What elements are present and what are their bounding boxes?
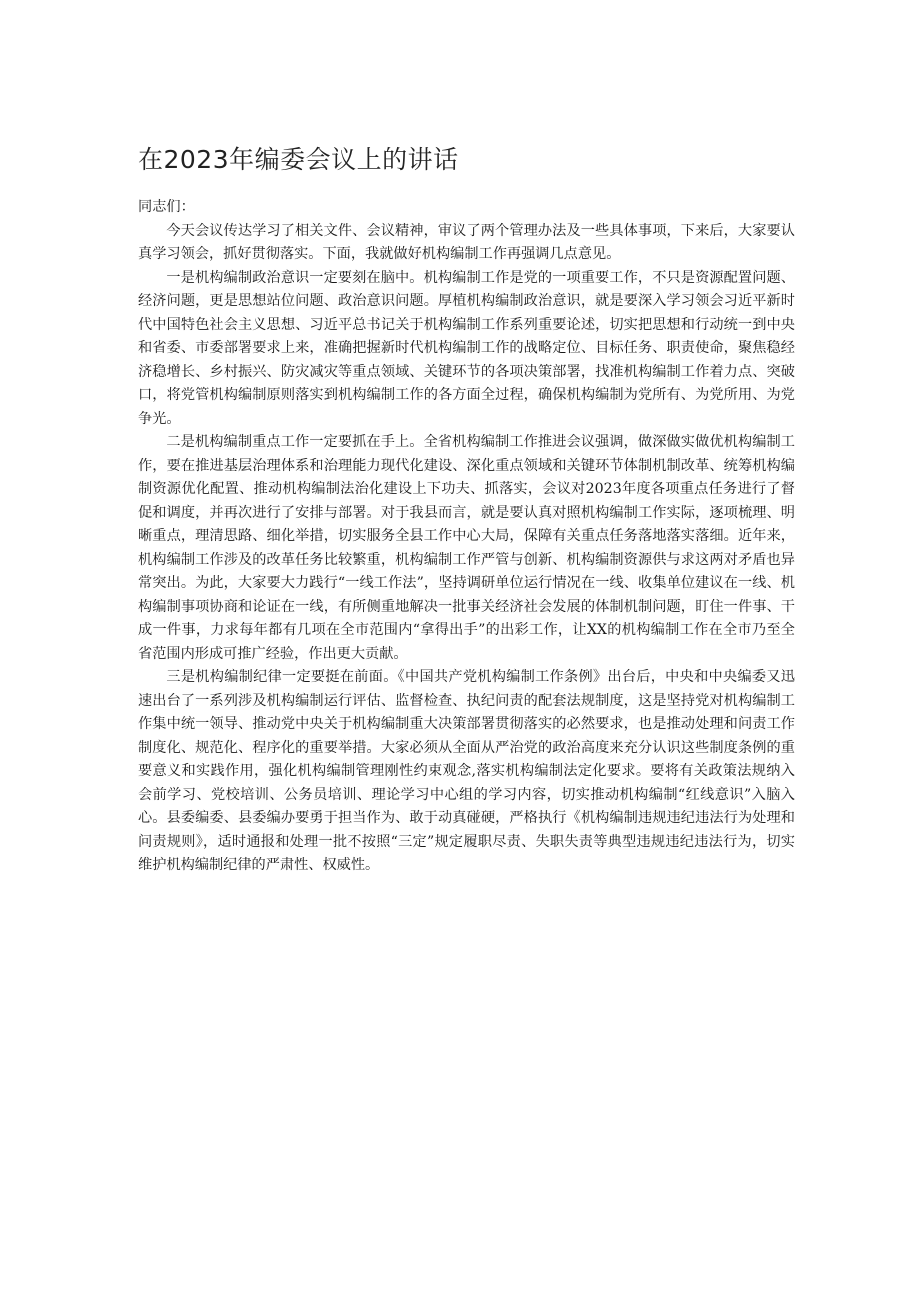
paragraph-key-work: 二是机构编制重点工作一定要抓在手上。全省机构编制工作推进会议强调，做深做实做优机构编制工作，要在推进基层治理体系和治理能力现代化建设、深化重点领域和关键环节体制机制改革、统筹机构编制资源优化配置、推动机构编制法治化建设上下功夫、抓落实，会议对2023年度各项重点任务进行了督促和调度，并再次进行了安排与部署。对于我县而言，就是要认真对照机构编制工作实际，逐项梳理、明晰重点，理清思路、细化举措，切实服务全县工作中心大局，保障有关重点任务落地落实落细。近年来，机构编制工作涉及的改革任务比较繁重，机构编制工作严管与创新、机构编制资源供与求这两对矛盾也异常突出。为此，大家要大力践行“一线工作法”，坚持调研单位运行情况在一线、收集单位建议在一线、机构编制事项协商和论证在一线，有所侧重地解决一批事关经济社会发展的体制机制问题，盯住一件事、干成一件事，力求每年都有几项在全市范围内“拿得出手”的出彩工作，让XX的机构编制工作在全市乃至全省范围内形成可推广经验，作出更大贡献。 — [138, 434, 795, 662]
paragraph-political-awareness: 一是机构编制政治意识一定要刻在脑中。机构编制工作是党的一项重要工作，不只是资源配置问题、经济问题，更是思想站位问题、政治意识问题。厚植机构编制政治意识，就是要深入学习领会习近平新时代中国特色社会主义思想、习近平总书记关于机构编制工作系列重要论述，切实把思想和行动统一到中央和省委、市委部署要求上来，准确把握新时代机构编制工作的战略定位、目标任务、职责使命，聚焦稳经济稳增长、乡村振兴、防灾减灾等重点领域、关键环节的各项决策部署，找准机构编制工作着力点、突破口，将党管机构编制原则落实到机构编制工作的各方面全过程，确保机构编制为党所有、为党所用、为党争光。 — [138, 269, 795, 427]
paragraph-opening: 今天会议传达学习了相关文件、会议精神，审议了两个管理办法及一些具体事项，下来后，大家要认真学习领会，抓好贯彻落实。下面，我就做好机构编制工作再强调几点意见。 — [138, 222, 795, 262]
document-title: 在2023年编委会议上的讲话 — [138, 145, 459, 174]
salutation: 同志们： — [138, 199, 195, 215]
document-body — [138, 196, 795, 878]
paragraph-discipline: 三是机构编制纪律一定要挺在前面。《中国共产党机构编制工作条例》出台后，中央和中央编委又迅速出台了一系列涉及机构编制运行评估、监督检查、执纪问责的配套法规制度，这是坚持党对机构编制工作集中统一领导、推动党中央关于机构编制重大决策部署贯彻落实的必然要求，也是推动处理和问责工作制度化、规范化、程序化的重要举措。大家必须从全面从严治党的政治高度来充分认识这些制度条例的重要意义和实践作用，强化机构编制管理刚性约束观念,落实机构编制法定化要求。要将有关政策法规纳入会前学习、党校培训、公务员培训、理论学习中心组的学习内容，切实推动机构编制“红线意识”入脑入心。县委编委、县委编办要勇于担当作为、敢于动真碰硬，严格执行《机构编制违规违纪违法行为处理和问责规则》，适时通报和处理一批不按照“三定”规定履职尽责、失职失责等典型违规违纪违法行为，切实维护机构编制纪律的严肃性、权威性。 — [138, 669, 795, 873]
